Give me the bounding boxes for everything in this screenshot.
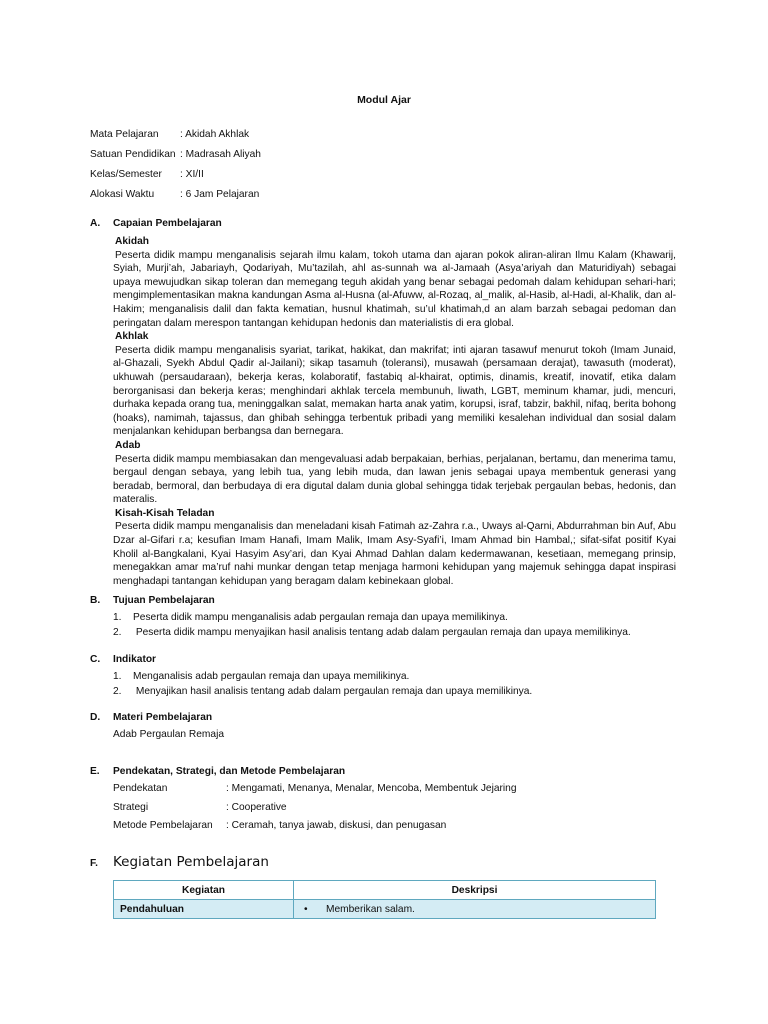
section-d-text: Adab Pergaulan Remaja	[113, 729, 225, 740]
bullet-icon: •	[304, 903, 308, 915]
section-e-heading	[90, 766, 345, 777]
kv-key: Metode Pembelajaran	[113, 820, 213, 831]
meta-label: Alokasi Waktu	[90, 189, 155, 200]
meta-value: : XI/II	[180, 169, 204, 180]
section-c-heading	[90, 654, 156, 665]
list-item	[113, 611, 631, 626]
meta-row-institution	[90, 148, 261, 168]
meta-label: Mata Pelajaran	[90, 129, 159, 140]
list-text: Peserta didik mampu menyajikan hasil analisis tentang adab dalam pergaulan remaja dan upaya memilikinya.	[133, 626, 631, 638]
section-title: Pendekatan, Strategi, dan Metode Pembelajaran	[113, 766, 346, 777]
subsection-title-kisah: Kisah-Kisah Teladan	[115, 507, 215, 519]
section-a-body	[113, 235, 676, 588]
section-b-heading	[90, 595, 215, 606]
activity-table	[113, 880, 656, 919]
table-cell-text: Memberikan salam.	[326, 903, 415, 915]
kv-row-strategi	[113, 801, 517, 820]
section-a-heading	[90, 218, 222, 229]
kv-row-metode	[113, 819, 517, 838]
list-text: Menganalisis adab pergaulan remaja dan upaya memilikinya.	[133, 671, 410, 682]
meta-value: : Madrasah Aliyah	[180, 149, 261, 160]
kv-key: Strategi	[113, 801, 149, 813]
section-b-list	[113, 611, 631, 640]
section-d-heading	[90, 712, 212, 723]
section-letter: A.	[90, 218, 101, 229]
section-title: Materi Pembelajaran	[113, 712, 213, 723]
section-title: Capaian Pembelajaran	[113, 218, 222, 229]
meta-value: : Akidah Akhlak	[180, 129, 250, 140]
section-letter: D.	[90, 712, 101, 723]
subsection-text-kisah: Peserta didik mampu menganalisis dan meneladani kisah Fatimah az-Zahra r.a., Uways al-Qarni, Abdurrahman bin Auf, Abu Dzar al-Gifari r.a; kesufian Imam Hanafi, Imam Malik, Imam Asy-Syafi’i, Imam Ahmad bin Hambal,; sifat-sifat positif Kyai Kholil al-Bangkalani, Kyai Hasyim Asy’ari, dan Kyai Ahmad Dahlan dalam kedermawanan, kesetiaan, memegang prinsip, menegakkan amar ma’ruf nahi munkar dengan tetap menjaga harmoni kehidupan yang majemuk sehingga dapat inspirasi menghadapi tantangan kehidupan yang beragam dalam kebinekaan global.	[113, 521, 676, 587]
list-text: Menyajikan hasil analisis tentang adab dalam pergaulan remaja dan upaya memilikinya.	[133, 685, 533, 697]
list-number: 2.	[113, 685, 122, 697]
kv-value: : Ceramah, tanya jawab, diskusi, dan penugasan	[226, 820, 447, 831]
subsection-text-akidah: Peserta didik mampu menganalisis sejarah ilmu kalam, tokoh utama dan ajaran pokok aliran-aliran Ilmu Kalam (Khawarij, Syiah, Murji’ah, Jabariayh, Qodariyah, Mu’tazilah, ahl as-sunnah wa al-Jamaah (Asya’ariyah dan Maturidiyah) sebagai upaya mewujudkan sikap toleran dan memegang teguh akidah yang benar sebagai pedomah dalam kehidupan sehari-hari; mengimplementasikan makna kandungan Asma al-Husna (al-Afuww, al-Rozaq, al_malik, al-Hasib, al-Hadi, al-Khalik, dan al-Hakim; menganalisis dalil dan fakta kematian, husnul khatimah, su’ul khatimah,d an alam barzah sebagai pedoman dan peringatan dalam merespon tantangan kehidupan hedonis dan materialistis di era global.	[113, 249, 676, 329]
meta-label: Satuan Pendidikan	[90, 149, 176, 160]
section-f-heading	[90, 854, 269, 870]
section-e-table	[113, 782, 517, 838]
section-title: Indikator	[113, 654, 157, 665]
list-number: 2.	[113, 626, 122, 638]
section-c-list	[113, 670, 532, 699]
metadata-block	[90, 128, 261, 208]
section-title: Kegiatan Pembelajaran	[113, 854, 269, 870]
document-title: Modul Ajar	[357, 94, 411, 106]
kv-key: Pendekatan	[113, 783, 168, 794]
list-number: 1.	[113, 612, 122, 623]
list-item	[113, 626, 631, 641]
list-item	[113, 670, 532, 685]
table-header-deskripsi: Deskripsi	[294, 881, 656, 900]
table-header-row	[114, 881, 656, 900]
list-item	[113, 685, 532, 700]
table-row	[114, 900, 656, 919]
subsection-title-adab: Adab	[115, 439, 141, 451]
meta-row-time	[90, 188, 261, 208]
kv-row-pendekatan	[113, 782, 517, 801]
subsection-title-akhlak: Akhlak	[115, 331, 149, 343]
table-cell-deskripsi	[294, 900, 656, 919]
list-text: Peserta didik mampu menganalisis adab pergaulan remaja dan upaya memilikinya.	[133, 612, 508, 623]
kv-value: : Cooperative	[226, 801, 287, 813]
kv-value: : Mengamati, Menanya, Menalar, Mencoba, Membentuk Jejaring	[226, 783, 517, 794]
table-header-kegiatan: Kegiatan	[114, 881, 294, 900]
section-letter: F.	[90, 858, 98, 869]
meta-label: Kelas/Semester	[90, 169, 162, 180]
table-cell-kegiatan: Pendahuluan	[114, 900, 294, 919]
meta-row-subject	[90, 128, 261, 148]
subsection-text-akhlak: Peserta didik mampu menganalisis syariat, tarikat, hakikat, dan makrifat; inti ajaran tasawuf menurut tokoh (Imam Junaid, al-Ghazali, Syekh Abdul Qadir al-Jailani); sikap tasamuh (toleransi), musawah (persamaan derajat), tawasuth (moderat), ukhuwah (persaudaraan), bekerja keras, kolaboratif, fastabiq al-khairat, optimis, dinamis, kreatif, inovatif, etika dalam berorganisasi dan bekerja keras; menghindari akhlak tercela membunuh, liwath, LGBT, meminum khamar, judi, mencuri, durhaka kepada orang tua, meninggalkan salat, memakan harta anak yatim, korupsi, israf, tabzir, bakhil, nifaq, berita bohong (hoaks), namimah, tajassus, dan ghibah sehingga terbentuk pribadi yang memiliki kesalehan individual dan sosial dalam menjalankan kehidupan berbangsa dan bernegara.	[113, 344, 676, 438]
section-title: Tujuan Pembelajaran	[113, 595, 215, 606]
section-letter: E.	[90, 766, 100, 777]
section-letter: B.	[90, 595, 101, 606]
subsection-text-adab: Peserta didik mampu membiasakan dan mengevaluasi adab berpakaian, berhias, perjalanan, bertamu, dan menerima tamu, bergaul dengan sebaya, yang lebih tua, yang lebih muda, dan lawan jenis sebagai upaya membentuk generasi yang beradab, bermoral, dan berbudaya di era digutal dalam dunia global sehingga tidak terjebak pergaulan bebas, hedonis, dan materalis.	[113, 453, 676, 506]
meta-row-class	[90, 168, 261, 188]
section-letter: C.	[90, 654, 101, 665]
meta-value: : 6 Jam Pelajaran	[180, 189, 260, 200]
list-number: 1.	[113, 671, 122, 682]
subsection-title-akidah: Akidah	[115, 236, 149, 247]
